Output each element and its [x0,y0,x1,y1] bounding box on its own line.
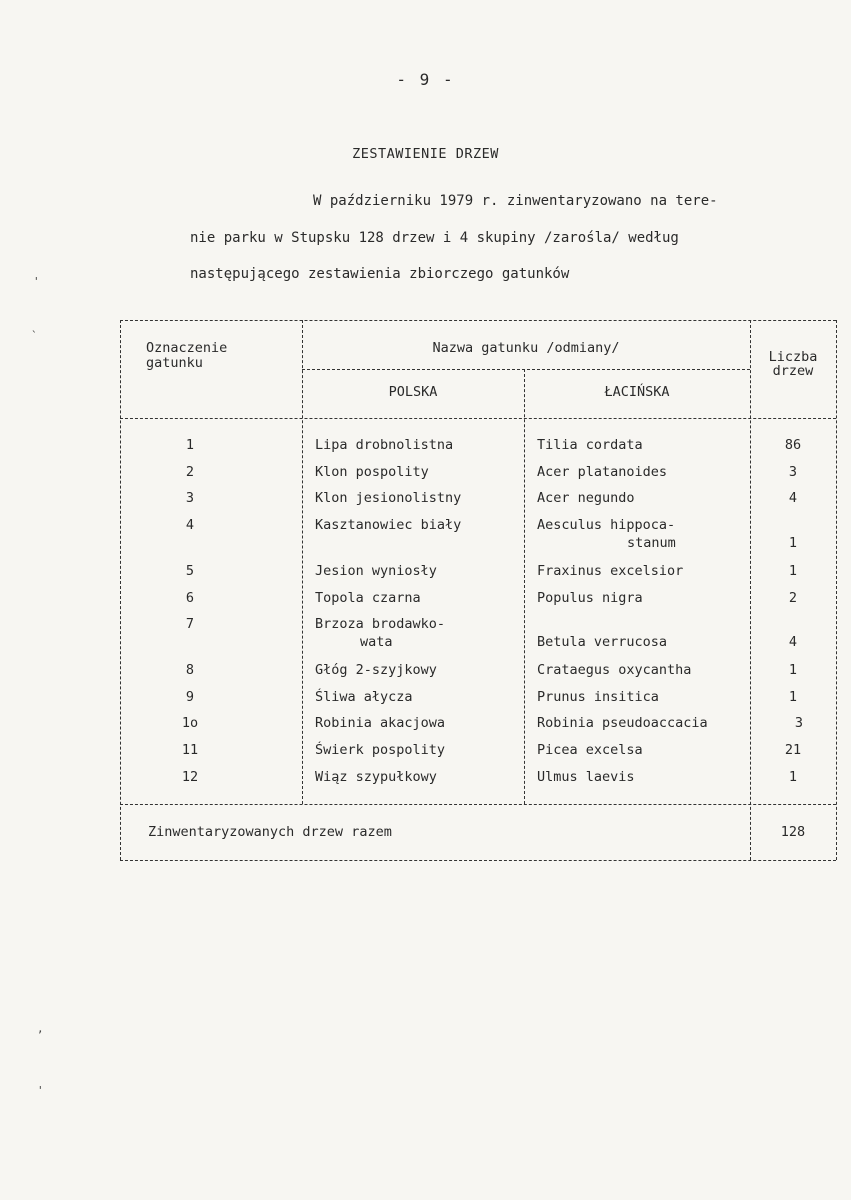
total-value: 128 [780,824,806,840]
header-subdivider [302,369,750,370]
row-9-latin: Prunus insitica [537,689,659,705]
total-top-border [120,804,836,805]
row-4-latin-line2: stanum [627,535,676,551]
header-count-line2: drzew [772,363,814,379]
row-3-num: 3 [185,490,195,506]
row-11-latin: Picea excelsa [537,742,643,758]
margin-speck: ' [33,275,40,288]
header-count-line1: Liczba [768,349,818,365]
document-title: ZESTAWIENIE DRZEW [352,146,499,162]
row-3-polish: Klon jesionolistny [315,490,462,506]
row-4-count: 1 [788,535,798,551]
row-9-num: 9 [185,689,195,705]
row-10-polish: Robinia akacjowa [315,715,446,731]
row-7-num: 7 [185,616,195,632]
row-6-num: 6 [185,590,195,606]
intro-line-2: nie parku w Stupsku 128 drzew i 4 skupiny /zarośla/ według [190,230,679,246]
row-2-polish: Klon pospolity [315,464,429,480]
table-top-border [120,320,836,321]
row-5-num: 5 [185,563,195,579]
intro-line-1: W październiku 1979 r. zinwentaryzowano na tere- [313,193,718,209]
row-1-latin: Tilia cordata [537,437,643,453]
page-number: - 9 - [396,70,455,89]
row-5-polish: Jesion wyniosły [315,563,437,579]
row-2-num: 2 [185,464,195,480]
table-right-border [836,320,837,860]
col-divider-3 [750,320,751,860]
row-7-latin: Betula verrucosa [537,634,668,650]
col-divider-2 [524,369,525,804]
row-12-polish: Wiąz szypułkowy [315,769,437,785]
row-7-count: 4 [788,634,798,650]
row-8-polish: Głóg 2-szyjkowy [315,662,437,678]
row-1-num: 1 [185,437,195,453]
margin-speck: ` [31,329,38,342]
header-species-group: Nazwa gatunku /odmiany/ [432,340,620,356]
row-12-latin: Ulmus laevis [537,769,635,785]
row-6-count: 2 [788,590,798,606]
row-5-latin: Fraxinus excelsior [537,563,684,579]
row-9-polish: Śliwa ałycza [315,689,413,705]
margin-speck: ' [37,1084,44,1097]
table-bottom-border [120,860,836,861]
row-8-latin: Crataegus oxycantha [537,662,692,678]
header-bottom-border [120,418,836,419]
row-4-num: 4 [185,517,195,533]
row-11-count: 21 [784,742,802,758]
row-1-count: 86 [784,437,802,453]
row-12-count: 1 [788,769,798,785]
row-2-latin: Acer platanoides [537,464,668,480]
row-12-num: 12 [181,769,199,785]
table-left-border [120,320,121,860]
row-2-count: 3 [788,464,798,480]
header-latin: ŁACIŃSKA [604,384,670,400]
header-col1-line1: Oznaczenie [146,340,228,356]
row-10-num: 1o [181,715,199,731]
row-6-latin: Populus nigra [537,590,643,606]
row-10-latin: Robinia pseudoaccacia [537,715,708,731]
row-3-latin: Acer negundo [537,490,635,506]
row-4-polish: Kasztanowiec biały [315,517,462,533]
row-6-polish: Topola czarna [315,590,421,606]
header-col1-line2: gatunku [146,355,203,371]
row-8-num: 8 [185,662,195,678]
row-10-count: 3 [794,715,804,731]
row-5-count: 1 [788,563,798,579]
row-11-polish: Świerk pospolity [315,742,446,758]
row-4-latin-line1: Aesculus hippoca- [537,517,676,533]
row-7-polish-line2: wata [360,634,393,650]
total-label: Zinwentaryzowanych drzew razem [148,824,392,840]
row-11-num: 11 [181,742,199,758]
col-divider-1 [302,320,303,804]
header-polish: POLSKA [388,384,438,400]
row-1-polish: Lipa drobnolistna [315,437,454,453]
margin-speck: , [37,1022,44,1035]
row-3-count: 4 [788,490,798,506]
row-8-count: 1 [788,662,798,678]
intro-line-3: następującego zestawienia zbiorczego gatunków [190,266,570,282]
row-7-polish-line1: Brzoza brodawko- [315,616,446,632]
row-9-count: 1 [788,689,798,705]
